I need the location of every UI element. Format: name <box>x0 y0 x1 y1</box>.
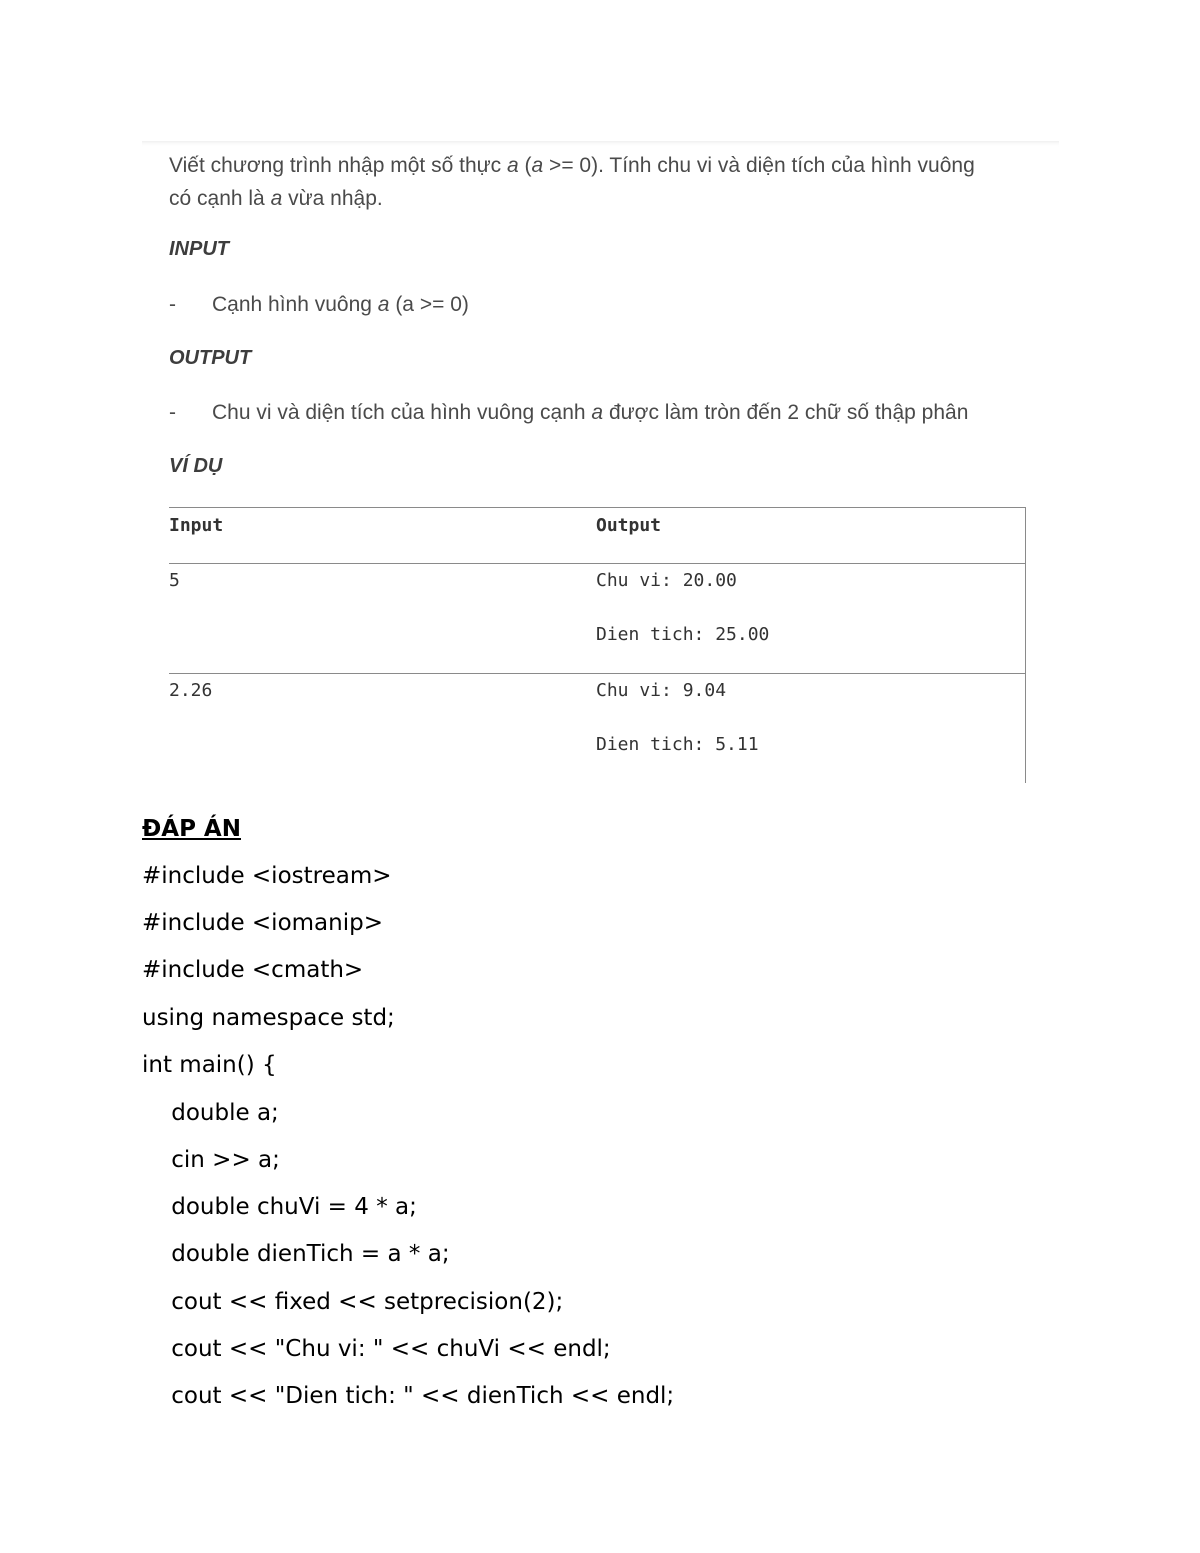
input-bullet <box>169 293 469 317</box>
row-output-line: Dien tich: 5.11 <box>596 734 759 755</box>
code-line: cout << "Dien tich: " << dienTich << endl; <box>142 1383 675 1409</box>
code-line: using namespace std; <box>142 1005 395 1031</box>
table-row <box>169 674 1025 783</box>
input-bullet-text: Cạnh hình vuông a (a >= 0) <box>212 293 469 316</box>
code-line: cout << fixed << setprecision(2); <box>142 1289 564 1315</box>
code-line: cout << "Chu vi: " << chuVi << endl; <box>142 1336 611 1362</box>
code-line: #include <iostream> <box>142 863 392 889</box>
problem-statement: Viết chương trình nhập một số thực a (a >= 0). Tính chu vi và diện tích của hình vuông có cạnh là a vừa nhập. <box>169 154 975 210</box>
code-line: int main() { <box>142 1052 277 1078</box>
output-heading: OUTPUT <box>169 347 252 369</box>
code-line: double chuVi = 4 * a; <box>142 1194 417 1220</box>
example-table <box>169 507 1026 783</box>
row-input: 5 <box>169 570 180 591</box>
code-line: double a; <box>142 1100 279 1126</box>
answer-title: ĐÁP ÁN <box>142 816 241 842</box>
example-heading: VÍ DỤ <box>169 455 223 477</box>
problem-screenshot <box>142 141 1059 786</box>
row-output-line: Chu vi: 20.00 <box>596 570 737 591</box>
row-output-line: Chu vi: 9.04 <box>596 680 727 701</box>
row-output-line: Dien tich: 25.00 <box>596 624 770 645</box>
header-input: Input <box>169 515 224 536</box>
code-line: cin >> a; <box>142 1147 280 1173</box>
code-line: #include <cmath> <box>142 957 364 983</box>
code-line: #include <iomanip> <box>142 910 383 936</box>
table-header-row <box>169 508 1025 564</box>
input-heading: INPUT <box>169 238 229 260</box>
table-row <box>169 564 1025 674</box>
code-line: double dienTich = a * a; <box>142 1241 450 1267</box>
output-bullet-text: Chu vi và diện tích của hình vuông cạnh a được làm tròn đến 2 chữ số thập phân <box>212 401 969 424</box>
row-input: 2.26 <box>169 680 213 701</box>
bullet-dash: - <box>169 401 176 424</box>
output-bullet <box>169 401 968 425</box>
bullet-dash: - <box>169 293 176 316</box>
header-output: Output <box>596 515 662 536</box>
